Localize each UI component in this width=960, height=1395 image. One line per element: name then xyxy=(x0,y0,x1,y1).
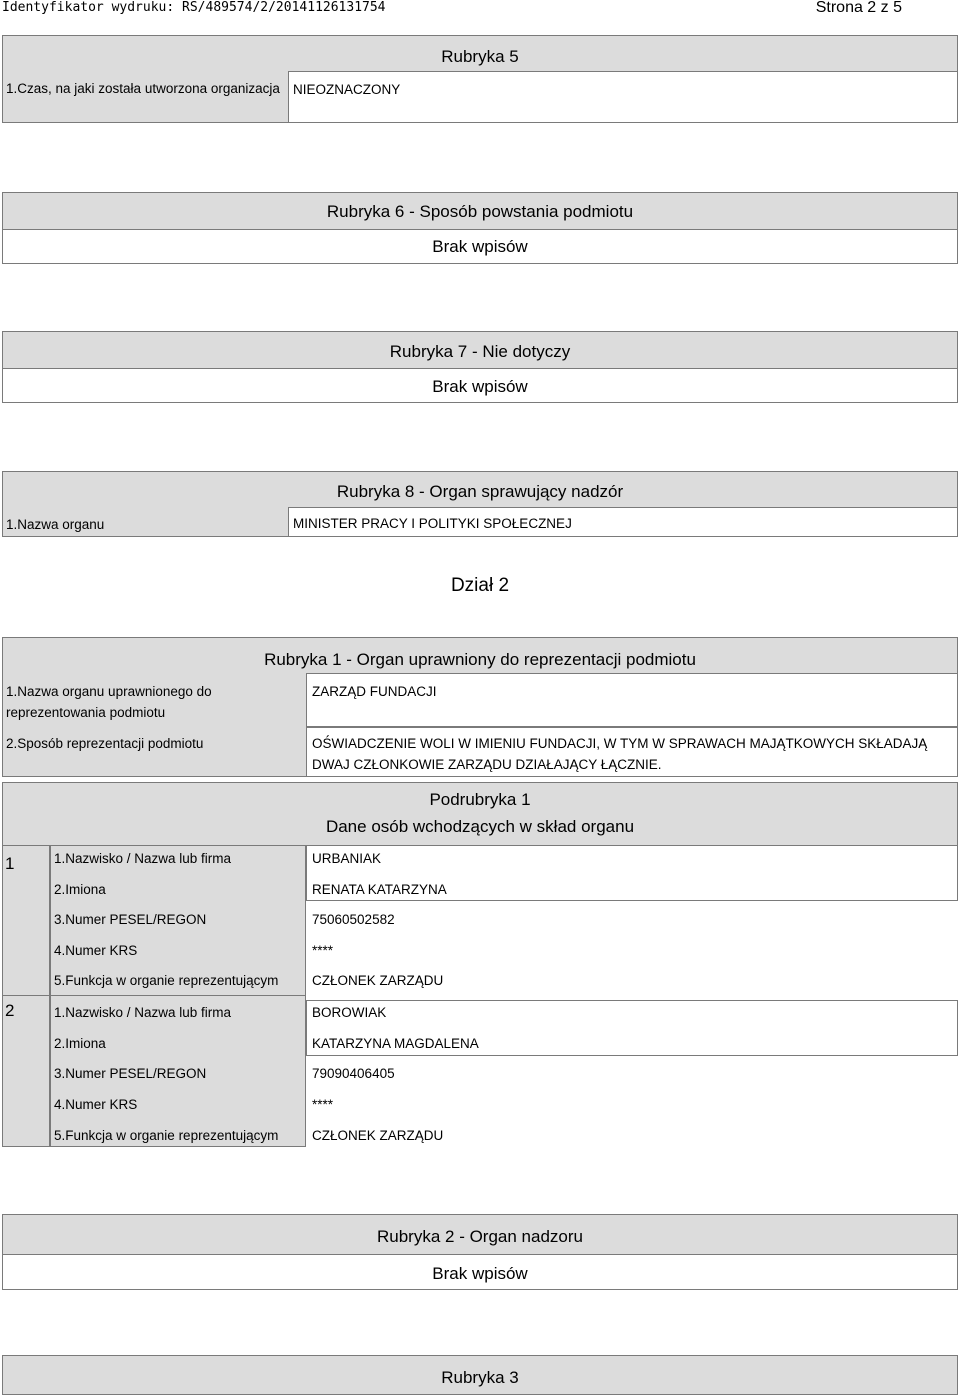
field-value: 79090406405 xyxy=(312,1066,395,1081)
field-value: 75060502582 xyxy=(312,912,395,927)
field-value: OŚWIADCZENIE WOLI W IMIENIU FUNDACJI, W TYM W SPRAWACH MAJĄTKOWYCH SKŁADAJĄ DWAJ CZŁONKOWIE ZARZĄDU DZIAŁAJĄCY ŁĄCZNIE. xyxy=(306,727,958,777)
rubryka-2-title: Rubryka 2 - Organ nadzoru xyxy=(377,1227,583,1246)
field-label: 4.Numer KRS xyxy=(54,943,138,958)
field-label: 5.Funkcja w organie reprezentującym xyxy=(54,1128,279,1143)
section-title: Dział 2 xyxy=(450,575,510,596)
field-value: CZŁONEK ZARZĄDU xyxy=(312,1128,444,1143)
rubryka-7-title: Rubryka 7 - Nie dotyczy xyxy=(389,342,571,361)
rubryka-5-title: Rubryka 5 xyxy=(441,47,519,66)
field-value: KATARZYNA MAGDALENA xyxy=(312,1036,479,1051)
field-label: 1.Nazwisko / Nazwa lub firma xyxy=(54,1005,232,1020)
empty-entries: Brak wpisów xyxy=(2,368,958,403)
field-value: **** xyxy=(312,1097,334,1112)
field-label: 3.Numer PESEL/REGON xyxy=(54,1066,207,1081)
field-value: URBANIAK xyxy=(312,851,382,866)
field-value: **** xyxy=(312,943,334,958)
field-label: 1.Nazwa organu uprawnionego do reprezentowania podmiotu xyxy=(6,684,212,720)
empty-entries: Brak wpisów xyxy=(2,229,958,264)
person-index: 1 xyxy=(5,854,15,873)
podrubryka-subtitle: Dane osób wchodzących w skład organu xyxy=(325,817,635,836)
field-value: MINISTER PRACY I POLITYKI SPOŁECZNEJ xyxy=(288,507,958,537)
rubryka-1-title: Rubryka 1 - Organ uprawniony do reprezentacji podmiotu xyxy=(264,650,696,669)
field-label: 2.Imiona xyxy=(54,1036,106,1051)
page-number: Strona 2 z 5 xyxy=(815,0,902,16)
person-index: 2 xyxy=(5,1001,15,1020)
print-identifier: Identyfikator wydruku: RS/489574/2/20141126131754 xyxy=(2,0,386,15)
field-label: 1.Nazwa organu xyxy=(6,517,105,532)
field-label: 5.Funkcja w organie reprezentującym xyxy=(54,973,279,988)
field-label: 2.Sposób reprezentacji podmiotu xyxy=(6,736,204,751)
field-value: RENATA KATARZYNA xyxy=(312,882,447,897)
field-value: NIEOZNACZONY xyxy=(288,71,958,123)
field-label: 1.Nazwisko / Nazwa lub firma xyxy=(54,851,232,866)
field-value: CZŁONEK ZARZĄDU xyxy=(312,973,444,988)
rubryka-8-title: Rubryka 8 - Organ sprawujący nadzór xyxy=(336,482,624,501)
field-value: ZARZĄD FUNDACJI xyxy=(306,673,958,727)
rubryka-6-title: Rubryka 6 - Sposób powstania podmiotu xyxy=(326,202,634,221)
field-label: 3.Numer PESEL/REGON xyxy=(54,912,207,927)
field-label: 2.Imiona xyxy=(54,882,106,897)
empty-entries: Brak wpisów xyxy=(2,1254,958,1290)
field-value: BOROWIAK xyxy=(312,1005,387,1020)
rubryka-3-title: Rubryka 3 xyxy=(441,1368,519,1387)
field-label: 4.Numer KRS xyxy=(54,1097,138,1112)
field-label: 1.Czas, na jaki została utworzona organizacja xyxy=(6,81,280,96)
podrubryka-title: Podrubryka 1 xyxy=(429,790,531,809)
